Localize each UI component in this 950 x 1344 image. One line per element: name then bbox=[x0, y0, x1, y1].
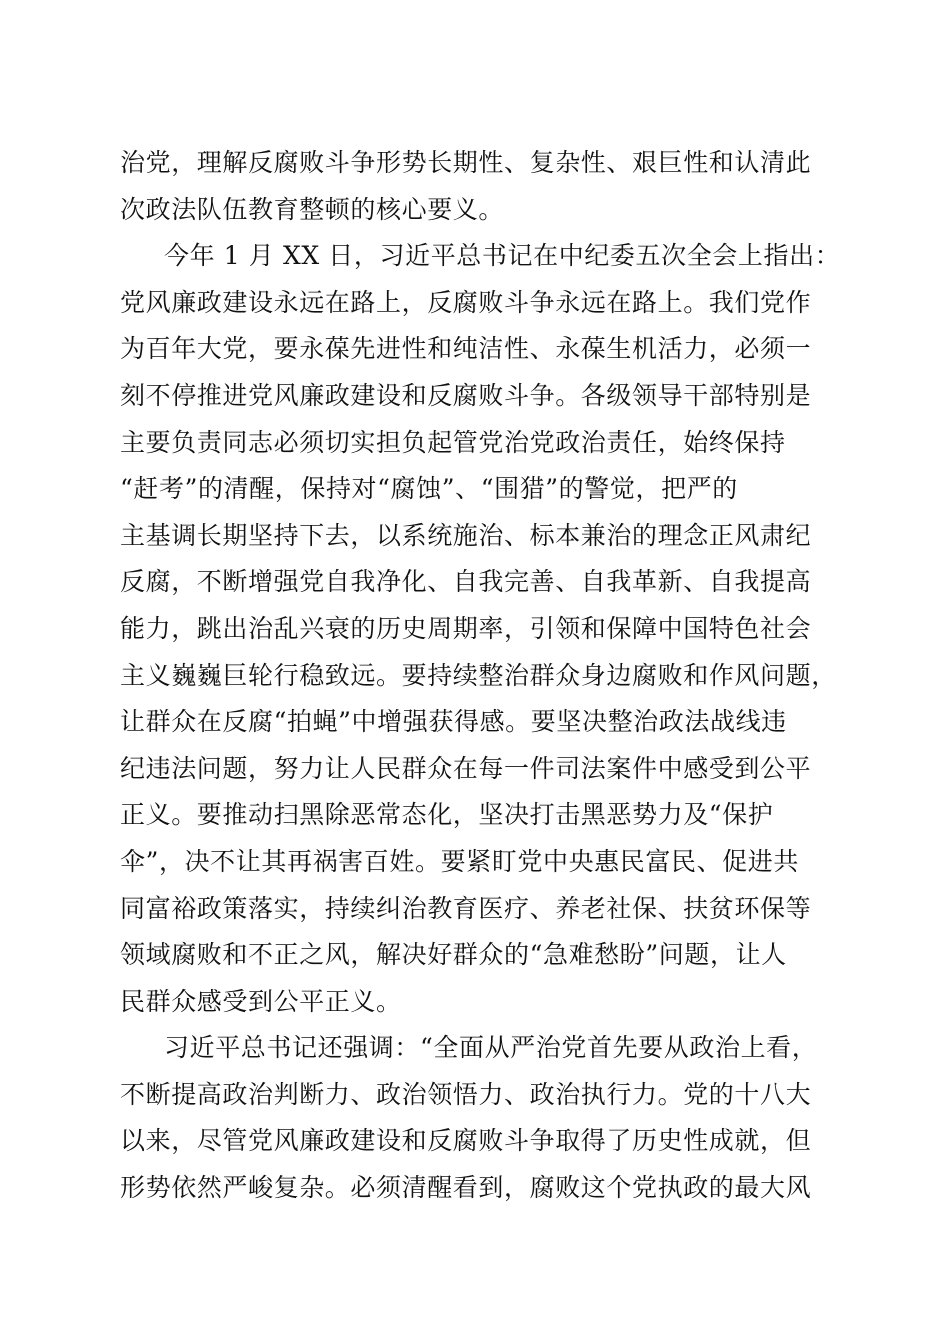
paragraph-start-line: 习近平总书记还强调：“全面从严治党首先要从政治上看， bbox=[164, 1033, 818, 1063]
text-line: 民群众感受到公平正义。 bbox=[120, 986, 402, 1016]
text-line: 纪违法问题，努力让人民群众在每一件司法案件中感受到公平 bbox=[120, 753, 812, 783]
text-line: 主基调长期坚持下去，以系统施治、标本兼治的理念正风肃纪 bbox=[120, 520, 812, 550]
text-line: 党风廉政建设永远在路上，反腐败斗争永远在路上。我们党作 bbox=[120, 287, 812, 317]
text-line: 让群众在反腐“拍蝇”中增强获得感。要坚决整治政法战线违 bbox=[120, 707, 787, 737]
text-line: 刻不停推进党风廉政建设和反腐败斗争。各级领导干部特别是 bbox=[120, 380, 812, 410]
text-line: 以来，尽管党风廉政建设和反腐败斗争取得了历史性成就，但 bbox=[120, 1126, 812, 1156]
text-line: 为百年大党，要永葆先进性和纯洁性、永葆生机活力，必须一 bbox=[120, 334, 812, 364]
text-line: 正义。要推动扫黑除恶常态化，坚决打击黑恶势力及“保护 bbox=[120, 800, 774, 830]
text-line: 治党，理解反腐败斗争形势长期性、复杂性、艰巨性和认清此 bbox=[120, 148, 812, 177]
text-line: 反腐，不断增强党自我净化、自我完善、自我革新、自我提高 bbox=[120, 567, 812, 597]
text-line: 次政法队伍教育整顿的核心要义。 bbox=[120, 194, 505, 224]
body-text bbox=[120, 140, 841, 1212]
text-line: 同富裕政策落实，持续纠治教育医疗、养老社保、扶贫环保等 bbox=[120, 893, 812, 923]
text-line: 主要负责同志必须切实担负起管党治党政治责任，始终保持 bbox=[120, 427, 786, 457]
text-line: 能力，跳出治乱兴衰的历史周期率，引领和保障中国特色社会 bbox=[120, 613, 812, 643]
text-line: 不断提高政治判断力、政治领悟力、政治执行力。党的十八大 bbox=[120, 1079, 812, 1109]
text-line: “赶考”的清醒，保持对“腐蚀”、“围猎”的警觉，把严的 bbox=[120, 474, 738, 504]
text-line: 主义巍巍巨轮行稳致远。要持续整治群众身边腐败和作风问题， bbox=[120, 660, 837, 690]
paragraph-start-line: 今年 1 月 XX 日，习近平总书记在中纪委五次全会上指出： bbox=[164, 241, 841, 271]
text-line: 形势依然严峻复杂。必须清醒看到，腐败这个党执政的最大风 bbox=[120, 1173, 812, 1203]
text-line: 伞”，决不让其再祸害百姓。要紧盯党中央惠民富民、促进共 bbox=[120, 846, 799, 876]
text-line: 领域腐败和不正之风，解决好群众的“急难愁盼”问题，让人 bbox=[120, 940, 787, 970]
